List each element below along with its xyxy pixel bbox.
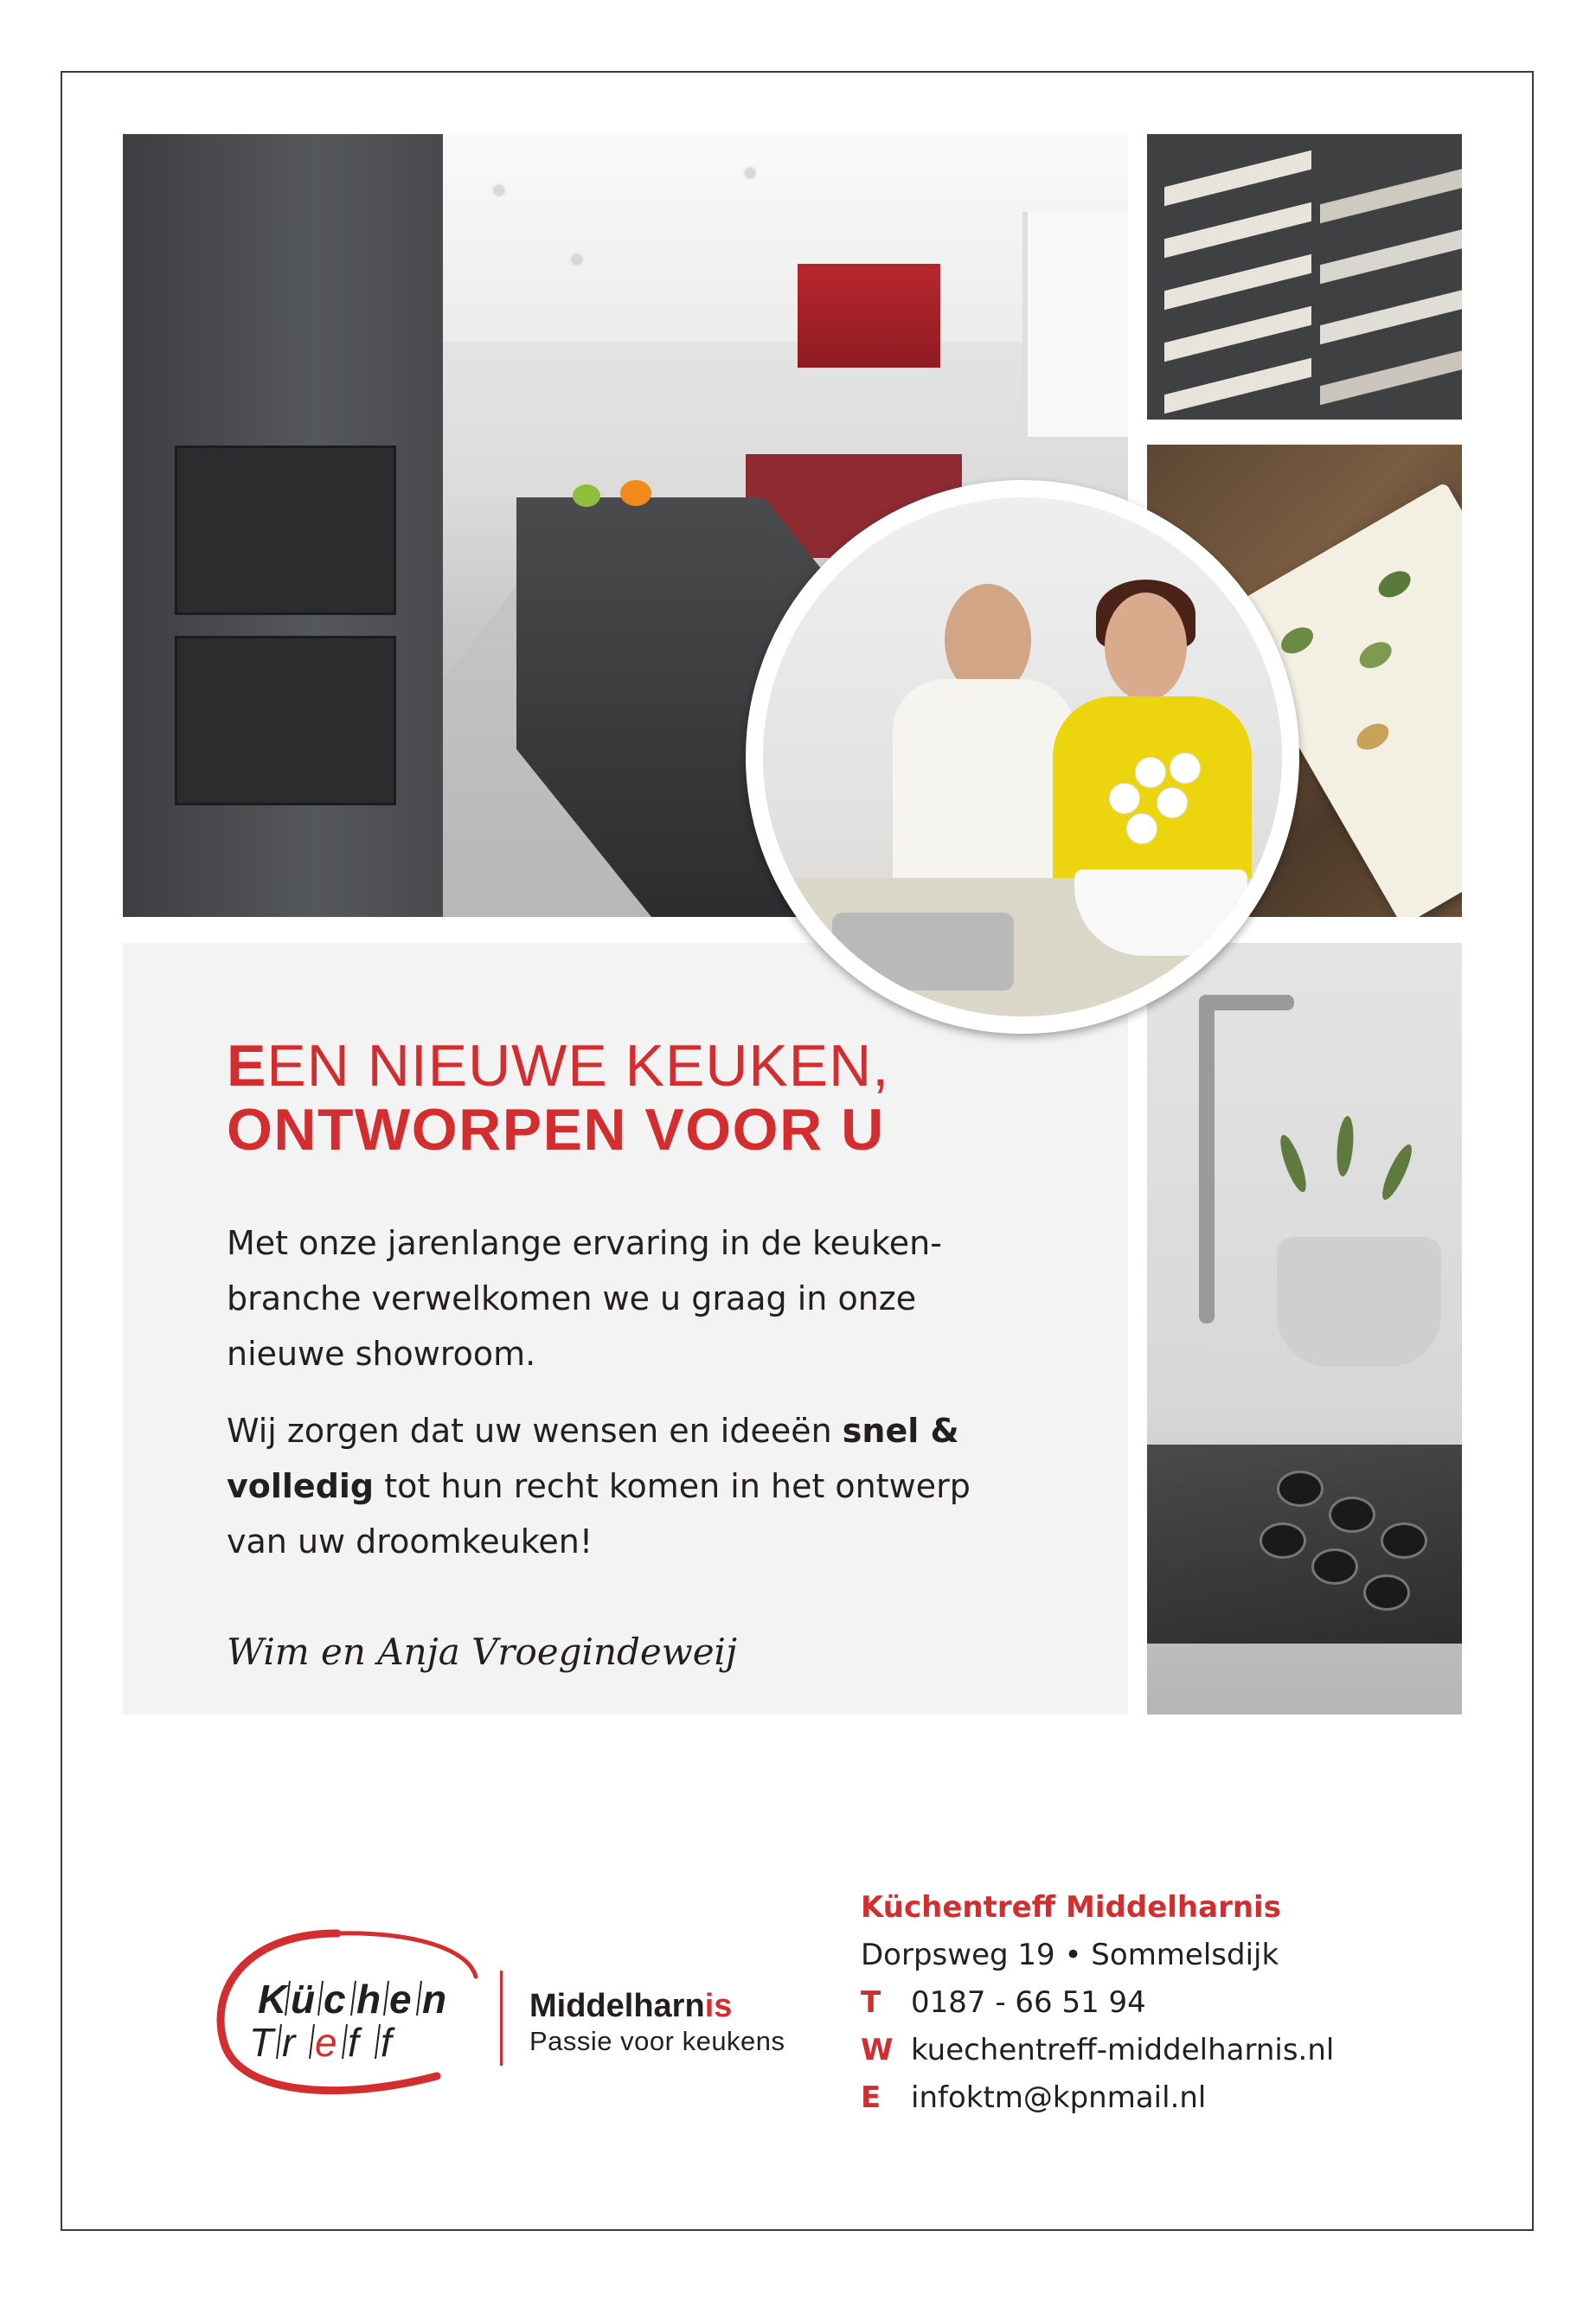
ceiling-light [495,186,503,195]
fruit-bowl [573,484,600,507]
phone-label: T [861,1985,881,2020]
red-wall-cabinet [798,264,940,368]
front-sample [1164,306,1311,362]
front-sample [1164,358,1311,413]
front-sample [1164,151,1311,206]
orchid-flower [1109,783,1140,814]
brand-tagline: Passie voor keukens [529,2026,785,2056]
plant-pot [1277,1237,1441,1367]
gas-hob [1147,1445,1462,1644]
contact-website[interactable] [861,2033,1334,2067]
oven [175,636,396,805]
headline-line-2: ONTWORPEN VOOR U [227,1097,885,1163]
orchid-flower [1170,753,1201,784]
logo-letter: e [389,1977,412,2022]
logo-swoosh [337,1933,476,1977]
logo-letter: h [356,1977,381,2022]
logo-letter: T [249,2020,274,2065]
logo-letter: ü [291,1977,316,2022]
front-sample [1164,202,1311,258]
logo-letter: c [324,1977,346,2022]
hob-knob [1311,1548,1358,1585]
contact-address: Dorpsweg 19 • Sommelsdijk [861,1938,1279,1972]
herb-illustration [1277,622,1318,659]
window [1022,212,1128,437]
headline-line-1-text: EN NIEUWE KEUKEN, [266,1033,890,1099]
hob-photo [1147,943,1462,1715]
orchid-flower [1126,813,1157,844]
ceiling-light [746,169,754,177]
plant-leaf [1276,1132,1311,1195]
herb-illustration [1352,718,1394,755]
hob-knob [1259,1522,1306,1559]
brand-name [529,1988,732,2025]
phone-number[interactable]: 0187 - 66 51 94 [911,1985,1146,2020]
logo-letter: e [315,2020,337,2065]
email-link[interactable]: infoktm@kpnmail.nl [911,2080,1207,2115]
front-samples-photo [1147,134,1462,420]
plant-leaf [1377,1141,1417,1202]
promise-paragraph [227,1403,1022,1569]
email-label: E [861,2080,881,2115]
website-link[interactable]: kuechentreff-middelharnis.nl [911,2033,1335,2067]
hob-knob [1277,1471,1324,1507]
headline-initial: E [227,1033,267,1099]
logo-letter: K [258,1977,287,2022]
front-sample [1320,289,1462,344]
contact-email[interactable] [861,2080,1206,2115]
owners-portrait [746,480,1299,1034]
logo-letter: f [348,2020,359,2065]
oven [175,445,396,615]
signature: Wim en Anja Vroegindeweij [227,1631,738,1673]
contact-title: Küchentreff Middelharnis [861,1890,1281,1925]
orchid-flower [1157,787,1188,818]
headline-line-1 [227,1034,889,1098]
hob-knob [1329,1497,1375,1533]
fruit-bowl [620,480,651,506]
intro-paragraph: Met onze jarenlange ervaring in de keuken-branche verwelkomen we u graag in onze nieuwe showroom. [227,1224,942,1373]
brand-name-main: Middelharn [529,1988,705,2024]
front-sample [1320,349,1462,405]
herb-illustration [1355,637,1396,674]
orchid-flower [1135,757,1166,788]
promise-text-start: Wij zorgen dat uw wensen en ideeën [227,1412,832,1450]
hob-knob [1363,1574,1410,1611]
ceiling-light [573,255,581,264]
logo-letter: n [422,1977,447,2022]
herb-illustration [1374,566,1415,603]
brand-name-accent: is [704,1988,733,2024]
promise-text-bold: snel & volledig [227,1412,959,1505]
sink [832,913,1014,990]
hob-knob [1381,1522,1427,1559]
front-sample [1164,254,1311,310]
front-sample [1320,228,1462,284]
promise-text-end: tot hun recht komen in het ontwerp van uw droomkeuken! [227,1467,971,1561]
website-label: W [861,2033,894,2067]
logo-divider [500,1971,503,2066]
plant-leaf [1335,1115,1356,1176]
woman-head [1105,593,1187,701]
logo-letter: f [381,2020,392,2065]
tall-cabinets [123,134,443,917]
logo-word-bottom [249,2020,395,2065]
logo-letter: r [282,2020,296,2065]
kuechentreff-logo [208,1916,493,2102]
headline [227,1034,889,1162]
faucet [1199,995,1215,1324]
contact-phone[interactable] [861,1985,1146,2020]
front-sample [1320,168,1462,223]
